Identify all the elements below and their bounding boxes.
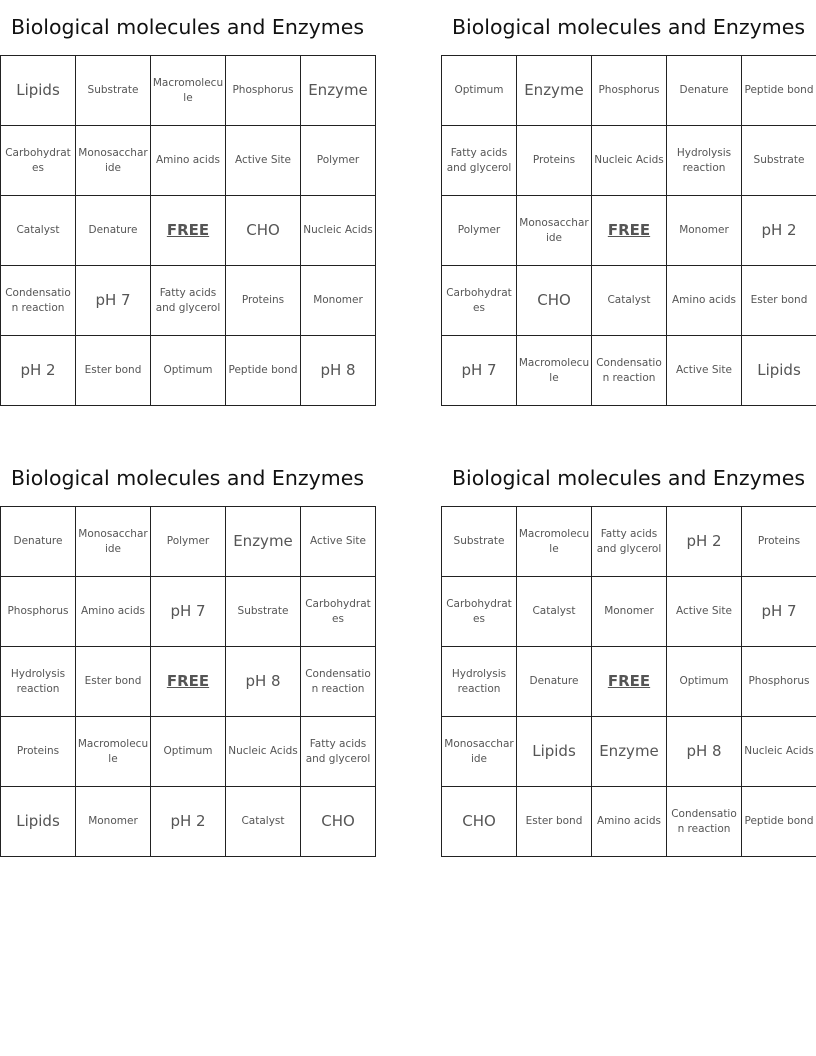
bingo-cell: Monosaccharide xyxy=(442,717,517,787)
bingo-cell: Fatty acids and glycerol xyxy=(151,266,226,336)
bingo-card-2 xyxy=(441,0,816,406)
free-space-cell: FREE xyxy=(592,647,667,717)
bingo-cell: Catalyst xyxy=(517,577,592,647)
bingo-cell: Ester bond xyxy=(76,647,151,717)
bingo-cell: Substrate xyxy=(442,507,517,577)
bingo-cell: Ester bond xyxy=(742,266,816,336)
bingo-cell: Nucleic Acids xyxy=(226,717,301,787)
bingo-cell: pH 8 xyxy=(301,336,376,406)
free-space-cell: FREE xyxy=(592,196,667,266)
bingo-cell: Hydrolysis reaction xyxy=(1,647,76,717)
bingo-cell: Nucleic Acids xyxy=(301,196,376,266)
bingo-cell: Enzyme xyxy=(517,56,592,126)
bingo-cell: Macromolecule xyxy=(151,56,226,126)
bingo-cell: Fatty acids and glycerol xyxy=(442,126,517,196)
bingo-cell: Optimum xyxy=(667,647,742,717)
bingo-cell: Polymer xyxy=(151,507,226,577)
bingo-cell: Monosaccharide xyxy=(76,507,151,577)
bingo-grid xyxy=(441,506,816,857)
bingo-cell: Catalyst xyxy=(592,266,667,336)
bingo-cell: Denature xyxy=(517,647,592,717)
bingo-cell: Macromolecule xyxy=(517,336,592,406)
bingo-grid xyxy=(441,55,816,406)
bingo-cell: Nucleic Acids xyxy=(742,717,816,787)
bingo-cell: Hydrolysis reaction xyxy=(442,647,517,717)
bingo-cell: Substrate xyxy=(76,56,151,126)
bingo-card-4 xyxy=(441,451,816,857)
bingo-cell: Peptide bond xyxy=(742,56,816,126)
bingo-cell: Condensation reaction xyxy=(592,336,667,406)
bingo-cell: pH 2 xyxy=(742,196,816,266)
bingo-cell: Active Site xyxy=(226,126,301,196)
bingo-cell: Monosaccharide xyxy=(517,196,592,266)
bingo-cell: Lipids xyxy=(1,787,76,857)
bingo-cell: Monomer xyxy=(76,787,151,857)
bingo-cell: Amino acids xyxy=(592,787,667,857)
bingo-cell: Enzyme xyxy=(301,56,376,126)
bingo-cell: Macromolecule xyxy=(517,507,592,577)
bingo-cell: CHO xyxy=(301,787,376,857)
bingo-cell: Proteins xyxy=(742,507,816,577)
free-space-cell: FREE xyxy=(151,647,226,717)
bingo-cell: Enzyme xyxy=(592,717,667,787)
bingo-cell: Optimum xyxy=(151,336,226,406)
bingo-cell: Amino acids xyxy=(151,126,226,196)
bingo-cell: Optimum xyxy=(442,56,517,126)
bingo-cell: Carbohydrates xyxy=(301,577,376,647)
free-space-cell: FREE xyxy=(151,196,226,266)
bingo-cell: Active Site xyxy=(301,507,376,577)
bingo-cell: Substrate xyxy=(742,126,816,196)
bingo-cell: Lipids xyxy=(742,336,816,406)
bingo-cell: pH 2 xyxy=(1,336,76,406)
bingo-grid xyxy=(0,55,376,406)
bingo-cell: Monosaccharide xyxy=(76,126,151,196)
bingo-cell: Lipids xyxy=(517,717,592,787)
bingo-cell: pH 2 xyxy=(151,787,226,857)
bingo-cell: Peptide bond xyxy=(226,336,301,406)
bingo-cell: Ester bond xyxy=(76,336,151,406)
bingo-cell: Active Site xyxy=(667,577,742,647)
bingo-cell: Carbohydrates xyxy=(442,266,517,336)
bingo-grid xyxy=(0,506,376,857)
bingo-cell: Catalyst xyxy=(1,196,76,266)
bingo-cell: pH 7 xyxy=(742,577,816,647)
bingo-cell: Phosphorus xyxy=(1,577,76,647)
bingo-cell: pH 2 xyxy=(667,507,742,577)
bingo-cell: pH 8 xyxy=(667,717,742,787)
bingo-cell: Condensation reaction xyxy=(1,266,76,336)
bingo-cell: Phosphorus xyxy=(592,56,667,126)
bingo-cell: Proteins xyxy=(517,126,592,196)
bingo-cell: Proteins xyxy=(1,717,76,787)
bingo-cell: Enzyme xyxy=(226,507,301,577)
bingo-cell: pH 7 xyxy=(151,577,226,647)
bingo-cell: Lipids xyxy=(1,56,76,126)
bingo-cell: Condensation reaction xyxy=(301,647,376,717)
bingo-cell: Carbohydrates xyxy=(442,577,517,647)
bingo-cell: Nucleic Acids xyxy=(592,126,667,196)
bingo-card-1 xyxy=(0,0,375,406)
bingo-cell: Amino acids xyxy=(76,577,151,647)
bingo-cell: Denature xyxy=(1,507,76,577)
card-title: Biological molecules and Enzymes xyxy=(10,15,365,39)
bingo-cell: Polymer xyxy=(301,126,376,196)
bingo-cell: Proteins xyxy=(226,266,301,336)
bingo-cell: CHO xyxy=(517,266,592,336)
bingo-card-3 xyxy=(0,451,375,857)
bingo-cell: pH 7 xyxy=(76,266,151,336)
bingo-cell: Fatty acids and glycerol xyxy=(592,507,667,577)
bingo-cell: Monomer xyxy=(301,266,376,336)
bingo-cell: Macromolecule xyxy=(76,717,151,787)
bingo-cell: Catalyst xyxy=(226,787,301,857)
bingo-cell: CHO xyxy=(442,787,517,857)
bingo-cell: Phosphorus xyxy=(742,647,816,717)
card-title: Biological molecules and Enzymes xyxy=(451,466,806,490)
bingo-cell: Denature xyxy=(76,196,151,266)
bingo-cell: pH 7 xyxy=(442,336,517,406)
bingo-cell: Polymer xyxy=(442,196,517,266)
bingo-cell: Condensation reaction xyxy=(667,787,742,857)
bingo-cell: Monomer xyxy=(667,196,742,266)
bingo-cell: Fatty acids and glycerol xyxy=(301,717,376,787)
bingo-cell: Ester bond xyxy=(517,787,592,857)
bingo-cell: Optimum xyxy=(151,717,226,787)
card-title: Biological molecules and Enzymes xyxy=(451,15,806,39)
card-title: Biological molecules and Enzymes xyxy=(10,466,365,490)
bingo-cell: pH 8 xyxy=(226,647,301,717)
bingo-cell: Denature xyxy=(667,56,742,126)
bingo-cell: Substrate xyxy=(226,577,301,647)
bingo-cell: CHO xyxy=(226,196,301,266)
bingo-cell: Active Site xyxy=(667,336,742,406)
bingo-cell: Hydrolysis reaction xyxy=(667,126,742,196)
bingo-cell: Amino acids xyxy=(667,266,742,336)
bingo-cell: Monomer xyxy=(592,577,667,647)
bingo-cell: Peptide bond xyxy=(742,787,816,857)
bingo-cell: Carbohydrates xyxy=(1,126,76,196)
bingo-cell: Phosphorus xyxy=(226,56,301,126)
